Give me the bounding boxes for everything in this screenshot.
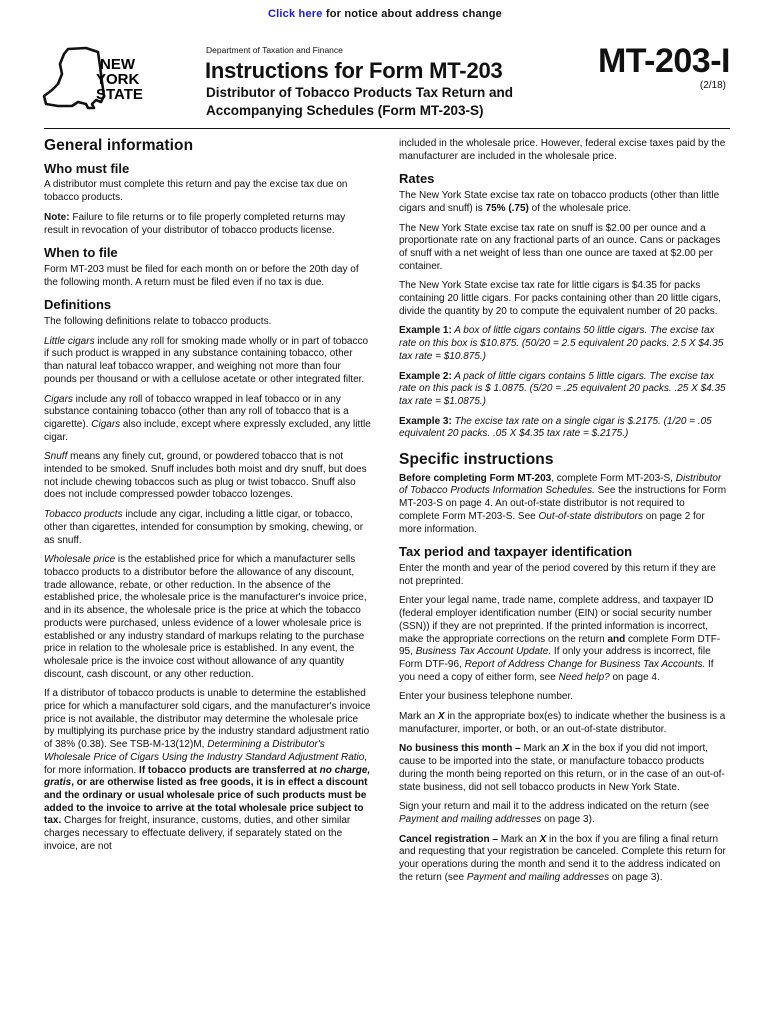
cancel-registration-text: Cancel registration – Mark an X in the box if you are filing a final return and requesting that your registration be canceled. Complete this return for your operations during the month and send it to the address indicated on the return (see Payment and mailing addresses on page 3). [399, 833, 726, 883]
business-type-text: Mark an X in the appropriate box(es) to indicate whether the business is a manufacturer, importer, or both, or an out-of-state distributor. [399, 711, 726, 735]
def-snuff: Snuff means any finely cut, ground, or powdered tobacco that is not intended to be smoked. Snuff includes both moist and dry snuff, but does not include chewing tobaccos such as plug or twist tobacco. Snuff also does not include compressed powder tobacco lozenges. [44, 451, 367, 501]
specific-instructions-heading: Specific instructions [399, 451, 554, 469]
left-column [44, 138, 371, 860]
taxpayer-id-text: Enter your legal name, trade name, complete address, and taxpayer ID (federal employer identification number (EIN) or social security number (SSN)) if they are not preprinted. If the printed information is incorrect, make the appropriate corrections on the return and complete Form DTF-95, Business Tax Account Update. If only your address is incorrect, file Form DTF-96, Report of Address Change for Business Tax Accounts. If you need a copy of either form, see Need help? on page 4. [399, 595, 721, 683]
definitions-heading: Definitions [44, 297, 112, 313]
tax-period-heading: Tax period and taxpayer identification [399, 544, 633, 560]
rates-snuff: The New York State excise tax rate on snuff is $2.00 per ounce and a proportionate rate on any fractional parts of an ounce. Cans or packages of snuff with a net weight of less than one ounce are taxed at $2.00 per container. [399, 222, 721, 272]
general-information-heading: General information [44, 137, 194, 154]
rates-tobacco: The New York State excise tax rate on tobacco products (other than little cigars and snuff) is 75% (.75) of the wholesale price. [399, 190, 720, 214]
wholesale-determination: If a distributor of tobacco products is unable to determine the established price for which a manufacturer sold cigars, and the manufacturer's invoice price is not available, the distributor may determine the wholesale price by multiplying its purchase price by the industry standard adjustment ratio of 38% (0.38). See TSB-M-13(12)M, Determining a Distributor's Wholesale Price of Cigars Using the Industry Standard Adjustment Ratio, for more information. If tobacco products are transferred at no charge, gratis, or are otherwise listed as free goods, it is in effect a discount and the ordinary or usual wholesale price of such products must be added to the invoice to arrive at the total wholesale price subject to tax. Charges for freight, insurance, customs, duties, and other similar charges necessary to effectuate delivery, if separately stated on the invoice, are not [44, 688, 371, 852]
rates-heading: Rates [399, 171, 435, 187]
def-cigars: Cigars include any roll of tobacco wrapped in leaf tobacco or in any substance containing tobacco (other than any roll of tobacco that is a cigarette). Cigars also include, except where expressly excluded, any little cigar. [44, 393, 371, 443]
address-change-notice [0, 8, 770, 20]
wholesale-continued: included in the wholesale price. However, federal excise taxes paid by the manufacturer are included in the wholesale price. [399, 138, 726, 162]
page-title: Instructions for Form MT-203 [205, 58, 503, 83]
click-here-link[interactable]: Click here [268, 8, 323, 20]
logo-york: YORK [96, 71, 140, 88]
page-subtitle: Distributor of Tobacco Products Tax Return and Accompanying Schedules (Form MT-203-S) [206, 85, 514, 118]
def-tobacco-products: Tobacco products include any cigar, including a little cigar, or tobacco, other than cigarettes, intended for consumption by smoking, chewing, or as snuff. [44, 509, 364, 546]
state-outline-icon [44, 48, 104, 108]
def-wholesale-price: Wholesale price is the established price for which a manufacturer sells tobacco products to a distributor before the allowance of any discount, trade allowance, rebate, or other reduction. In the absence of the established price, the wholesale price is the manufacturer's invoice price, and in its absence, the wholesale price is the price at which the tobacco products were purchased, unless evidence of a lower wholesale price is established or any industry standard of markups relating to the purchase price in relation to the wholesale price is established. In any event, the wholesale price is the invoice cost without allowance of any quantity discount, cash discount, or any other reduction. [44, 554, 367, 680]
definitions-intro: The following definitions relate to tobacco products. [44, 316, 272, 328]
sign-return-text: Sign your return and mail it to the address indicated on the return (see Payment and mailing addresses on page 3). [399, 801, 710, 825]
when-to-file-heading: When to file [44, 245, 118, 261]
logo-new: NEW [100, 56, 135, 73]
telephone-text: Enter your business telephone number. [399, 691, 573, 703]
notice-text: for notice about address change [322, 8, 502, 20]
when-to-file-text: Form MT-203 must be filed for each month on or before the 20th day of the following month. A return must be filed even if no tax is due. [44, 263, 359, 288]
note-label: Note: [44, 211, 70, 223]
example-3: Example 3: The excise tax rate on a single cigar is $.2175. (1/20 = .05 equivalent 20 packs. .05 X $4.35 tax rate = $.2175.) [399, 415, 712, 440]
before-completing: Before completing Form MT-203, complete Form MT-203-S, Distributor of Tobacco Products Information Schedules. See the instructions for Form MT-203-S on page 4. An out-of-state distributor is not required to complete Form MT-203-S. See Out-of-state distributors on page 2 for more information. [399, 472, 727, 535]
right-column [399, 138, 728, 891]
form-number: MT-203-I [597, 42, 730, 80]
department-name: Department of Taxation and Finance [206, 45, 343, 55]
note-paragraph: Note: Failure to file returns or to file properly completed returns may result in revocation of your distributor of tobacco products license. [44, 211, 346, 236]
example-2: Example 2: A pack of little cigars contains 5 little cigars. The excise tax rate on this pack is $ 1.0875. (5/20 = .25 equivalent 20 packs. .25 X $4.35 tax rate = $1.0875.) [399, 370, 726, 407]
no-business-text: No business this month – Mark an X in the box if you did not import, cause to be imported into the state, or manufacture tobacco products during the month being reported on this return, or in the case of an out-of-state business, did not sell tobacco products in New York State. [399, 743, 725, 793]
new-york-state-logo [38, 46, 153, 116]
logo-state: STATE [96, 86, 143, 103]
header-divider [44, 128, 730, 129]
revision-date: (2/18) [699, 80, 726, 91]
who-must-file-text: A distributor must complete this return and pay the excise tax due on tobacco products. [44, 179, 348, 204]
example-1: Example 1: A box of little cigars contains 50 little cigars. The excise tax rate on this box is $10.875. (50/20 = 2.5 equivalent 20 packs. 2.5 X $4.35 tax rate = $10.875.) [399, 325, 724, 362]
def-little-cigars: Little cigars include any roll for smoking made wholly or in part of tobacco if such product is wrapped in any substance containing tobacco, other than natural leaf tobacco wrapper, and weighing not more than four pounds per thousand or with a cellulose acetate or other integrated filter. [44, 335, 369, 385]
rates-little-cigars: The New York State excise tax rate for little cigars is $4.35 for packs containing 20 little cigars. For packs containing other than 20 little cigars, divide the quantity by 20 to compute the equivalent number of 20 packs. [399, 280, 721, 317]
tax-period-text: Enter the month and year of the period covered by this return if they are not preprinted. [399, 562, 716, 587]
who-must-file-heading: Who must file [44, 160, 130, 176]
